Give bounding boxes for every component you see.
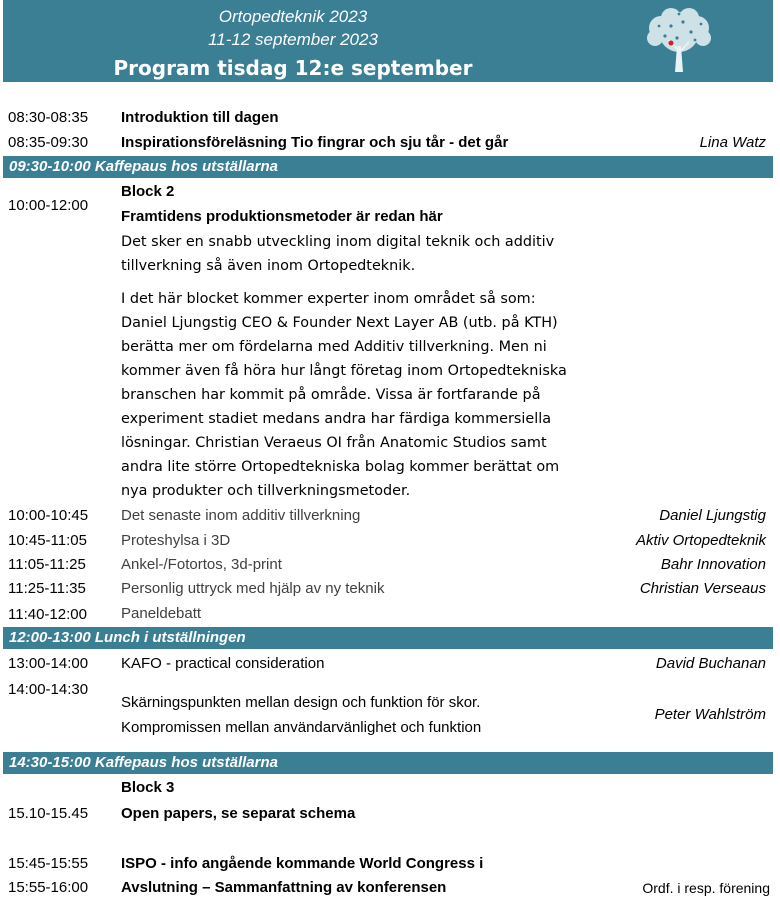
- body-line: berätta mer om fördelarna med Additiv tillverkning. Men ni: [121, 339, 547, 355]
- break-band: [3, 752, 773, 774]
- session-speaker: Bahr Innovation: [660, 556, 766, 573]
- session-title: KAFO - practical consideration: [121, 655, 325, 672]
- block-time: 10:00-12:00: [8, 197, 89, 214]
- row-title: Introduktion till dagen: [121, 109, 279, 126]
- row-title: Inspirationsföreläsning Tio fingrar och sju tår - det går: [121, 134, 509, 151]
- session-time: 11:25-11:35: [8, 580, 86, 597]
- session-title: Paneldebatt: [121, 605, 202, 622]
- session-title: Personlig uttryck med hjälp av ny teknik: [121, 580, 385, 597]
- break-label: 09:30-10:00 Kaffepaus hos utställarna: [9, 158, 278, 175]
- session-time: 15:55-16:00: [8, 879, 89, 896]
- conference-dates: 11-12 september 2023: [208, 30, 378, 49]
- block-label: Block 2: [121, 183, 175, 200]
- session-speaker: Christian Verseaus: [639, 580, 766, 597]
- body-line: andra lite större Ortopedtekniska bolag kommer berättat om: [121, 459, 560, 475]
- session-time: 10:45-11:05: [8, 532, 87, 549]
- lunch-band: [3, 627, 773, 649]
- block-title: Framtidens produktionsmetoder är redan här: [121, 208, 443, 225]
- body-line: lösningar. Christian Veraeus OI från Anatomic Studios samt: [121, 435, 547, 451]
- body-line: branschen har kommit på område. Vissa är fortfarande på: [121, 387, 541, 403]
- session-time: 15:45-15:55: [8, 855, 89, 872]
- lunch-label: 12:00-13:00 Lunch i utställningen: [9, 629, 246, 646]
- session-title: ISPO - info angående kommande World Congress i: [121, 855, 484, 872]
- session-title-line1: Skärningspunkten mellan design och funktion för skor.: [121, 694, 481, 711]
- row-time: 08:30-08:35: [8, 109, 89, 126]
- block-body: [121, 287, 571, 503]
- session-speaker: David Buchanan: [655, 655, 766, 672]
- session-title-line2: Kompromissen mellan användarvänlighet och funktion: [121, 719, 482, 736]
- row-time: 08:35-09:30: [8, 134, 89, 151]
- block-intro: [121, 230, 571, 278]
- block-label: Block 3: [121, 779, 175, 796]
- session-speaker: Daniel Ljungstig: [659, 507, 766, 524]
- body-line: kommer även få höra hur långt företag inom Ortopedtekniska: [121, 363, 567, 379]
- row-speaker: Lina Watz: [699, 134, 766, 151]
- header-banner: [3, 0, 773, 82]
- session-time: 10:00-10:45: [8, 507, 89, 524]
- tree-logo-icon: [631, 6, 727, 82]
- break-band: [3, 156, 773, 178]
- body-line: nya produkter och tillverkningsmetoder.: [121, 483, 411, 499]
- intro-line: Det sker en snabb utveckling inom digital teknik och additiv: [121, 234, 555, 250]
- body-line: I det här blocket kommer experter inom området så som:: [121, 291, 536, 307]
- body-line: experiment stadiet medans andra har färdiga kommersiella: [121, 411, 552, 427]
- block-title: Open papers, se separat schema: [121, 805, 356, 822]
- session-time: 11:05-11:25: [8, 556, 86, 573]
- session-title: Ankel-/Fotortos, 3d-print: [121, 556, 282, 573]
- intro-line: tillverkning så även inom Ortopedteknik.: [121, 258, 416, 274]
- session-title: Proteshylsa i 3D: [121, 532, 231, 549]
- body-line: Daniel Ljungstig CEO & Founder Next Layer AB (utb. på KTH): [121, 315, 558, 331]
- session-title: Avslutning – Sammanfattning av konferensen: [121, 879, 447, 896]
- session-speaker: Peter Wahlström: [654, 706, 766, 723]
- session-title: Det senaste inom additiv tillverkning: [121, 507, 361, 524]
- session-time: 11:40-12:00: [8, 606, 87, 623]
- session-time: 13:00-14:00: [8, 655, 89, 672]
- page-title: Program tisdag 12:e september: [113, 56, 473, 80]
- break-label: 14:30-15:00 Kaffepaus hos utställarna: [9, 754, 278, 771]
- session-speaker: Ordf. i resp. förening: [642, 880, 770, 896]
- block-time: 15.10-15.45: [8, 805, 89, 822]
- conference-name: Ortopedteknik 2023: [218, 7, 368, 26]
- session-speaker: Aktiv Ortopedteknik: [635, 532, 766, 549]
- session-time: 14:00-14:30: [8, 681, 89, 698]
